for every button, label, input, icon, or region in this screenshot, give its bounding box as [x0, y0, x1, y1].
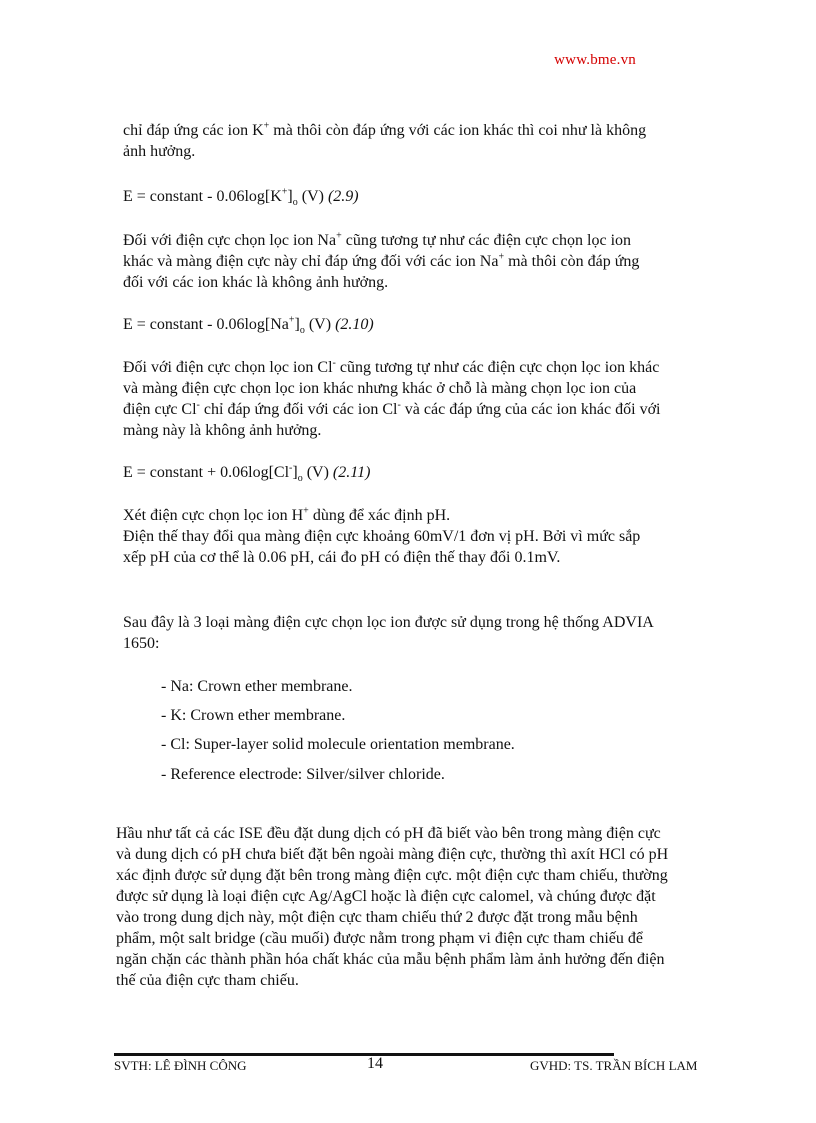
paragraph-h-ion	[123, 505, 663, 568]
equation-2-10: E = constant - $0.06\log[Na^+]_o$ (V) (2.10)	[123, 314, 374, 337]
paragraph-ise-overview: Hầu như tất cả các ISE đều đặt dung dịch có pH đã biết vào bên trong màng điện cực và dung dịch có pH chưa biết đặt bên ngoài màng điện cực, thường thì axít HCl có pH xác định được sử dụng đặt bên trong màng điện cực. một điện cực tham chiếu, thường được sử dụng là loại điện cực Ag/AgCl hoặc là điện cực calomel, và chúng được đặt vào trong dung dịch này, một điện cực tham chiếu thứ 2 được đặt trong mẫu bệnh phẩm, một salt bridge (cầu muối) được nằm trong phạm vi điện cực tham chiếu để ngăn chặn các thành phần hóa chất khác của mẫu bệnh phẩm làm ảnh hưởng đến điện thế của điện cực tham chiếu.	[116, 825, 669, 989]
bullet-cl: - Cl: Super-layer solid molecule orientation membrane.	[161, 736, 515, 753]
paragraph-membranes-intro: Sau đây là 3 loại màng điện cực chọn lọc ion được sử dụng trong hệ thống ADVIA 1650:	[123, 614, 653, 652]
paragraph-na-ion: Đối với điện cực chọn lọc ion Na+ cũng tương tự như các điện cực chọn lọc ion khác và màng điện cực này chỉ đáp ứng đối với các ion Na+ mà thôi còn đáp ứng đối với các ion khác là không ảnh hưởng.	[123, 230, 640, 291]
footer-advisor: GVHD: TS. TRẦN BÍCH LAM	[530, 1058, 698, 1073]
bullet-reference: - Reference electrode: Silver/silver chloride.	[161, 766, 445, 783]
page-number: 14	[367, 1055, 383, 1072]
equation-2-9: E = constant - $0.06\log[K^+]_o$ (V) (2.9)	[123, 186, 359, 209]
website-header: www.bme.vn	[554, 52, 636, 68]
footer-student: SVTH: LÊ ĐÌNH CÔNG	[114, 1058, 247, 1073]
equation-2-11: E = constant + $0.06\log[Cl^-]_o$ (V) (2.11)	[123, 462, 371, 485]
bullet-na: - Na: Crown ether membrane.	[161, 678, 353, 695]
ph-potential-text: Điện thế thay đổi qua màng điện cực khoảng 60mV/1 đơn vị pH. Bởi vì mức sắp xếp pH của cơ thể là 0.06 pH, cái đo pH có điện thế thay đổi 0.1mV.	[123, 528, 641, 566]
h-ion-line: Xét điện cực chọn lọc ion H+ dùng để xác định pH.	[123, 505, 451, 524]
paragraph-cl-ion: Đối với điện cực chọn lọc ion Cl- cũng tương tự như các điện cực chọn lọc ion khác và màng điện cực chọn lọc ion khác nhưng khác ở chỗ là màng chọn lọc ion của điện cực Cl- chỉ đáp ứng đối với các ion Cl- và các đáp ứng của các ion khác đối với màng này là không ảnh hưởng.	[123, 357, 661, 439]
footer-rule	[114, 1053, 614, 1056]
paragraph-k-ion: chỉ đáp ứng các ion K+ mà thôi còn đáp ứng với các ion khác thì coi như là không ảnh hưởng.	[123, 120, 647, 160]
bullet-k: - K: Crown ether membrane.	[161, 707, 346, 724]
